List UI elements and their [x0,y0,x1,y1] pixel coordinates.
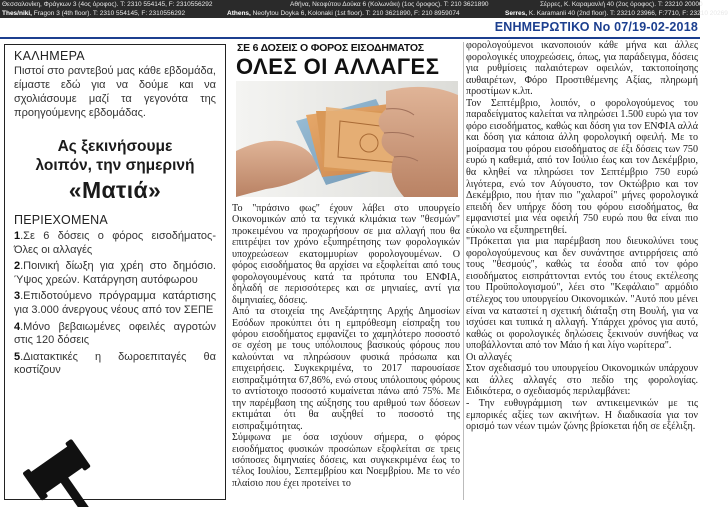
contents-item-text: .Ποινική δίωξη για χρέη στο δημόσιο. Ύψος χρεών. Κατάργηση αυτόφωρου [14,260,216,286]
headline-matia: «Ματιά» [68,177,162,203]
contents-item[interactable] [14,260,216,287]
address-thessaloniki-city: Thes/niki, [2,10,32,17]
article-paragraph: Τον Σεπτέμβριο, λοιπόν, ο φορολογούμενος του παραδείγματος καλείται να πληρώσει 1.500 ευρώ για τον φόρο εισοδήματος, καθώς και δόση για τον ΕΝΦΙΑ αλλά και δόση για κάποια άλλη φορολογική οφειλή. Με το μοίρασμα του φόρου εισοδήματος σε έξι δόσεις των 750 ευρώ η καθεμιά, από τον Ιούλιο έως και τον Δεκέμβριο, θα κληθεί να πληρώσει τον Σεπτέμβριο 750 ευρώ λιγότερα, ενώ τον Αύγουστο, τον Οκτώβριο και τον Δεκέμβριο, που ήταν πιο "χαλαροί" μήνες φορολογικά επειδή δεν υπήρχε δόση του φόρου εισοδήματος, θα εμφανιστεί μια νέα οφειλή 750 ευρώ που θα είναι πιο εύκολο να εξυπηρετηθεί. [466,97,698,236]
contents-list [5,230,225,378]
article-subheading: Οι αλλαγές [466,351,512,363]
article-paragraph: φορολογούμενοι ικανοποιούν κάθε μήνα και άλλες φορολογικές υποχρεώσεις, όπως, για παράδειγμα, δόσεις για ρυθμίσεις παλαιότερων οφειλών, τακτοποίησης αυθαιρέτων, Φόρο Προστιθέμενης Αξίας, πληρωμή προστίμων κ.λπ. [466,40,698,98]
address-athens-detail: Neofytou Doyka 6, Kolonaki (1st floor). T: 210 3621890, F: 210 8959074 [250,10,460,17]
address-line-latin [0,9,728,18]
article-title: ΟΛΕΣ ΟΙ ΑΛΛΑΓΕΣ [236,54,440,79]
address-serres [505,10,728,17]
contents-item-text: .Διατακτικές η δωροεπιταγές θα κοστίζουν [14,350,216,377]
address-thessaloniki-gr: Θεσσαλονίκη, Φράγκων 3 (4ος όροφος). T: 2310 554145, F: 2310556292 [2,1,213,8]
euro-banknotes-photo [236,81,458,197]
article-paragraph: Στον σχεδιασμό του υπουργείου Οικονομικών υπάρχουν και άλλες αλλαγές στο πεδίο της φορολογίας. Ειδικότερα, ο σχεδιασμός περιλαμβάνει: [466,363,698,398]
address-line-greek [0,0,703,9]
contents-item[interactable] [14,230,216,257]
article-paragraph: "Πρόκειται για μια παρέμβαση που διευκολύνει τους φορολογούμενους και δεν συνάντησε αντιρρήσεις από τους "θεσμούς", καθώς τα έσοδα από τον φόρο εισοδήματος εισπράττονται εντός του έτους εκτέλεσης του Προϋπολογισμού", λέει στο "Κεφάλαιο" αρμόδιο στέλεχος του υπουργείου Οικονομικών. "Αυτό που μένει είναι να καταστεί η σχετική διάταξη στη Βουλή, για να ισχύσει και τυπικά η αλλαγή. Υπάρχει χρόνος για αυτό, καθώς οι φορολογικές δηλώσεις ξεκινούν συνήθως να υποβάλλονται από τον Μάιο ή και λίγο νωρίτερα". [466,236,698,352]
article-kicker: ΣΕ 6 ΔΟΣΕΙΣ Ο ΦΟΡΟΣ ΕΙΣΟΔΗΜΑΤΟΣ [237,42,424,54]
address-athens [227,10,460,17]
address-thessaloniki-detail: Fragon 3 (4th floor). T: 2310 554145, F: 2310556292 [31,10,186,17]
headline-line-2: λοιπόν, την σημερινή [35,157,195,174]
contents-item-number: 5 [14,350,21,363]
header-rule [0,37,700,39]
contents-item-text: .Επιδοτούμενο πρόγραμμα κατάρτισης για 3.000 άνεργους νέους από τον ΣΕΠΕ [14,290,216,316]
address-serres-city: Serres, [505,10,528,17]
article-column-2 [466,40,698,500]
article-paragraph: Το "πράσινο φως" έχουν λάβει στο υπουργείο Οικονομικών από τα τεχνικά κλιμάκια των "θεσμών" προκειμένου να προχωρήσουν σε μια αλλαγή που θα επιτρέψει τον χρόνο εξυπηρέτησης των φορολογικών υποχρεώσεων εκατομμυρίων φορολογουμένων. Ο φόρος εισοδήματος θα αρχίσει να εξοφλείται από τους φορολογουμένους κατά τα πρότυπα του ΕΝΦΙΑ, δηλαδή σε περισσότερες και σε μηνιαίες, αντί για διμηνιαίες, δόσεις. [232,203,460,306]
sidebar-box [4,44,226,500]
contents-item[interactable] [14,321,216,348]
article-paragraph: Από τα στοιχεία της Ανεξάρτητης Αρχής Δημοσίων Εσόδων προκύπτει ότι η εμπρόθεσμη είσπραξη του φόρου εισοδήματος εμφανίζει το χαμηλότερο ποσοστό σε σχέση με τους υπόλοιπους βασικούς φόρους που καλούνται να πληρώσουν φυσικά πρόσωπα και επιχειρήσεις. Συγκεκριμένα, το 2017 παρουσίασε εισπραξιμότητα 67,86%, ενώ στους υπόλοιπους φόρους το αντίστοιχο ποσοστό κυμαίνεται πάνω από 75%. Με την παρέμβαση της αύξησης του αριθμού των δόσεων εκτιμάται ότι θα αυξηθεί το ποσοστό της εισπραξιμότητας. [232,306,460,432]
article-column-1 [232,203,460,500]
contents-item[interactable] [14,351,216,378]
article-paragraph: Σύμφωνα με όσα ισχύουν σήμερα, ο φόρος εισοδήματος φυσικών προσώπων εξοφλείται σε τρεις ισόποσες διμηνιαίες δόσεις, και συγκεκριμένα έως το τέλος Ιουλίου, Σεπτεμβρίου και Νοεμβρίου. Με το νέο πλαίσιο που έχει προτείνει το [232,432,460,489]
contents-item-text: .Σε 6 δόσεις ο φόρος εισοδήματος- Όλες οι αλλαγές [14,230,216,256]
contents-title: ΠΕΡΙΕΧΟΜΕΝΑ [14,213,108,227]
gavel-icon [19,437,119,507]
address-athens-city: Athens, [227,10,251,17]
contents-item-number: 3 [14,290,21,303]
address-serres-detail: K. Karamanli 40 (2nd floor). T: 23210 23966, F:7710, F: 23210 20269 [527,10,728,17]
address-thessaloniki [2,10,185,17]
bulletin-number: ΕΝΗΜΕΡΩΤΙΚΟ Νο 07/19-02-2018 [494,20,698,34]
article-paragraph: - Την ευθυγράμμιση των αντικειμενικών με τις εμπορικές αξίες των ακινήτων. Η διαδικασία για τον ορισμό των νέων τιμών ζώνης βρίσκεται ήδη σε εξέλιξη. [466,397,698,433]
column-divider [463,42,464,500]
headline-line-1: Ας ξεκινήσουμε [57,138,173,155]
contents-item-number: 1 [14,230,21,242]
intro-text: Πιστοί στο ραντεβού μας κάθε εβδομάδα, είμαστε εδώ για να δούμε και να σχολιάσουμε μαζί τα γεγονότα της προηγούμενης εβδομάδας. [14,65,216,119]
contents-item[interactable] [14,290,216,317]
contents-item-text: .Μόνο βεβαιωμένες οφειλές αγροτών στις 120 δόσεις [14,320,216,347]
address-athens-gr: Αθήνα, Νεοφύτου Δούκα 6 (Κολωνάκι) (1ος όροφος). T: 210 3621890 [290,1,489,8]
contents-item-number: 4 [14,320,21,333]
address-serres-gr: Σέρρες, Κ. Καραμανλή 40 (2ος όροφος). T: 23210 20000 [540,1,703,8]
greeting: ΚΑΛΗΜΕΡΑ [14,49,85,63]
address-bar [0,0,728,18]
contents-item-number: 2 [14,260,21,273]
